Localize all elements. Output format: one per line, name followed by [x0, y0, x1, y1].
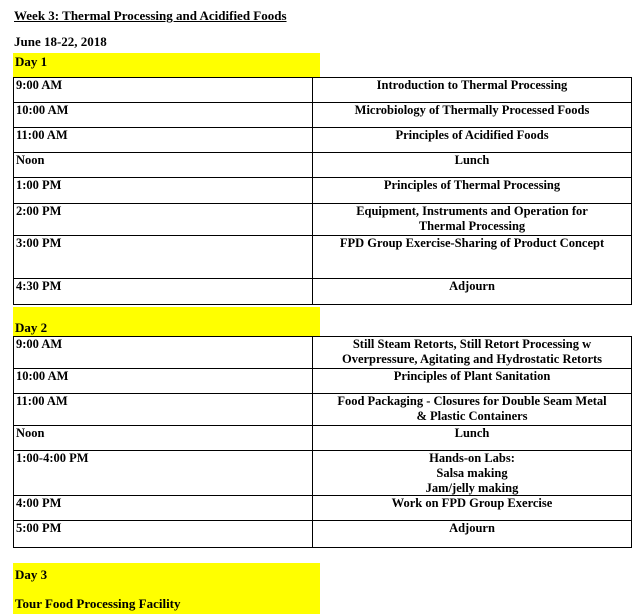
schedule-time: 5:00 PM — [14, 521, 313, 548]
activity-line: FPD Group Exercise-Sharing of Product Concept — [339, 236, 605, 250]
activity-line: Still Steam Retorts, Still Retort Processing w — [352, 337, 592, 351]
activity-line: Adjourn — [449, 521, 495, 536]
schedule-activity — [313, 496, 632, 521]
activity-line: Adjourn — [449, 279, 495, 293]
schedule-time: 9:00 AM — [14, 78, 313, 103]
activity-line: Introduction to Thermal Processing — [376, 78, 568, 92]
schedule-activity — [313, 153, 632, 178]
activity-line: Jam/jelly making — [425, 480, 519, 495]
schedule-time: 11:00 AM — [14, 394, 313, 426]
activity-line: Lunch — [454, 426, 490, 440]
schedule-time: 10:00 AM — [14, 103, 313, 128]
schedule-time: 1:00 PM — [14, 178, 313, 204]
activity-line: Food Packaging - Closures for Double Seam Metal — [337, 394, 607, 408]
activity-line: Principles of Plant Sanitation — [393, 369, 551, 383]
schedule-row — [14, 236, 632, 279]
day-1-schedule-body — [14, 78, 632, 305]
schedule-row — [14, 337, 632, 369]
schedule-time: 3:00 PM — [14, 236, 313, 279]
day-3-block — [13, 563, 320, 614]
activity-line: Equipment, Instruments and Operation for — [356, 204, 588, 218]
schedule-activity — [313, 128, 632, 153]
schedule-activity — [313, 394, 632, 426]
schedule-row — [14, 103, 632, 128]
schedule-time: 2:00 PM — [14, 204, 313, 236]
activity-line: Hands-on Labs: — [429, 451, 515, 465]
day-1-schedule-table — [13, 77, 632, 305]
schedule-time: 10:00 AM — [14, 369, 313, 394]
schedule-row — [14, 153, 632, 178]
schedule-row — [14, 451, 632, 496]
activity-line: Overpressure, Agitating and Hydrostatic Retorts — [341, 351, 603, 366]
document-title: Week 3: Thermal Processing and Acidified Foods — [14, 8, 287, 23]
schedule-time: 1:00-4:00 PM — [14, 451, 313, 496]
schedule-activity — [313, 103, 632, 128]
schedule-activity — [313, 337, 632, 369]
day-3-header: Day 3 — [15, 567, 48, 582]
activity-line: Salsa making — [436, 465, 508, 480]
schedule-activity — [313, 236, 632, 279]
activity-line: Work on FPD Group Exercise — [391, 496, 553, 511]
schedule-row — [14, 178, 632, 204]
schedule-time: 4:30 PM — [14, 279, 313, 305]
activity-line: Lunch — [454, 153, 490, 167]
schedule-time: 9:00 AM — [14, 337, 313, 369]
activity-line: Microbiology of Thermally Processed Foods — [354, 103, 590, 117]
schedule-time: 4:00 PM — [14, 496, 313, 521]
schedule-row — [14, 426, 632, 451]
schedule-row — [14, 128, 632, 153]
schedule-activity — [313, 451, 632, 496]
day-2-schedule-body — [14, 337, 632, 548]
schedule-row — [14, 521, 632, 548]
schedule-activity — [313, 426, 632, 451]
schedule-activity — [313, 78, 632, 103]
day-2-header: Day 2 — [13, 307, 320, 336]
day-3-tour: Tour Food Processing Facility — [15, 595, 181, 611]
schedule-row — [14, 496, 632, 521]
schedule-activity — [313, 204, 632, 236]
schedule-activity — [313, 369, 632, 394]
day-2-schedule-table — [13, 336, 632, 548]
schedule-time: Noon — [14, 426, 313, 451]
date-range: June 18-22, 2018 — [14, 34, 107, 49]
activity-line: Principles of Acidified Foods — [395, 128, 549, 142]
schedule-time: Noon — [14, 153, 313, 178]
schedule-row — [14, 394, 632, 426]
schedule-row — [14, 204, 632, 236]
schedule-activity — [313, 279, 632, 305]
schedule-time: 11:00 AM — [14, 128, 313, 153]
activity-line: Thermal Processing — [418, 218, 526, 233]
schedule-row — [14, 279, 632, 305]
schedule-activity — [313, 521, 632, 548]
day-1-header: Day 1 — [13, 53, 320, 77]
schedule-row — [14, 369, 632, 394]
schedule-row — [14, 78, 632, 103]
schedule-activity — [313, 178, 632, 204]
activity-line: Principles of Thermal Processing — [383, 178, 561, 192]
activity-line: & Plastic Containers — [416, 408, 528, 423]
